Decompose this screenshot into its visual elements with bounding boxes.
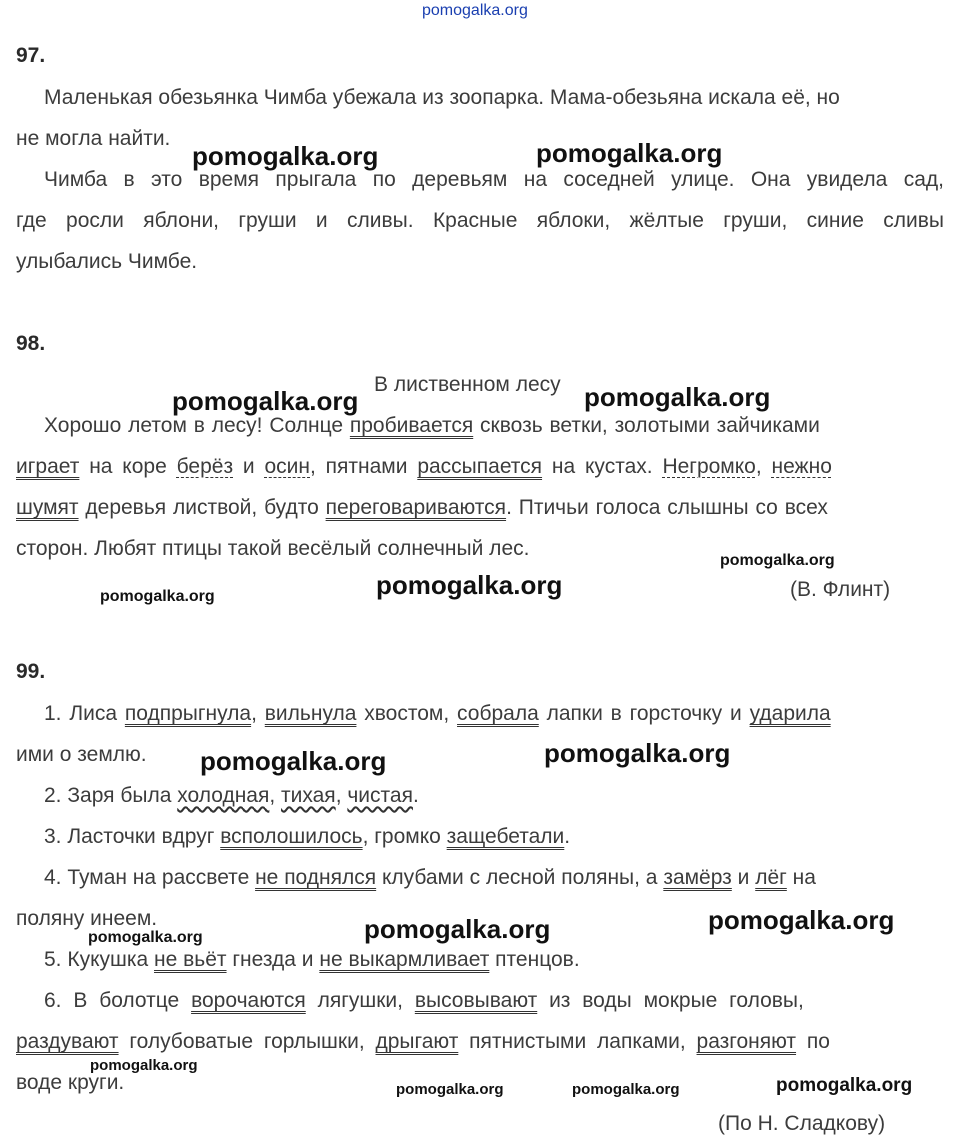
text: и: [233, 455, 265, 478]
text: на коре: [79, 455, 177, 478]
ex97-p1-line1: Маленькая обезьянка Чимба убежала из зоопарка. Мама-обезьяна искала её, но: [44, 86, 840, 109]
watermark: pomogalka.org: [376, 570, 563, 600]
word: где: [16, 209, 47, 232]
text: 3. Ласточки вдруг: [44, 825, 221, 848]
watermark: pomogalka.org: [708, 905, 895, 935]
text: клубами с лесной поляны, а: [376, 866, 664, 889]
ex99-s1-line2: ими о землю.: [16, 743, 147, 766]
text: и: [731, 866, 756, 889]
text: из воды мокрые головы,: [537, 989, 804, 1012]
word: Она: [750, 168, 791, 191]
word: прыгала: [275, 168, 357, 191]
predicate: защебетали: [446, 825, 565, 848]
ex98-title: В лиственном лесу: [374, 373, 561, 396]
watermark: pomogalka.org: [536, 138, 723, 168]
predicate: раздувают: [16, 1030, 119, 1053]
ex99-s1-line1: [44, 698, 831, 730]
predicate: всполошилось: [220, 825, 363, 848]
word: яблони,: [143, 209, 220, 232]
word: время: [198, 168, 260, 191]
word: увидела: [806, 168, 888, 191]
exercise-97-number: 97.: [16, 44, 46, 67]
text: 1. Лиса: [44, 702, 125, 725]
text: голубоватые горлышки,: [118, 1030, 376, 1053]
word: груши,: [723, 209, 788, 232]
predicate: рассыпается: [417, 455, 543, 478]
predicate: вильнула: [264, 702, 357, 725]
word: сливы.: [347, 209, 414, 232]
predicate: ударила: [749, 702, 831, 725]
watermark: pomogalka.org: [584, 382, 771, 412]
predicate: не вьёт: [154, 948, 227, 971]
text: . Птичьи голоса слышны со всех: [506, 496, 828, 519]
word: по: [372, 168, 396, 191]
watermark: pomogalka.org: [544, 738, 731, 768]
text: 2. Заря была: [44, 784, 178, 807]
text: 5. Кукушка: [44, 948, 155, 971]
ex99-s6-line2: [16, 1026, 830, 1058]
text: хвостом,: [356, 702, 458, 725]
predicate: ворочаются: [191, 989, 306, 1012]
text: гнезда и: [226, 948, 320, 971]
predicate: собрала: [457, 702, 539, 725]
word: деревьям: [412, 168, 508, 191]
word: росли: [66, 209, 124, 232]
text: на: [786, 866, 816, 889]
ex99-s2: [44, 780, 419, 812]
text: лапки в горсточку и: [538, 702, 750, 725]
predicate: не поднялся: [255, 866, 377, 889]
ex99-s4-line2: поляну инеем.: [16, 907, 158, 930]
word: улице.: [671, 168, 735, 191]
adjective: тихая: [281, 784, 336, 807]
predicate: дрыгают: [375, 1030, 459, 1053]
text: 6. В болотце: [44, 989, 192, 1012]
watermark: pomogalka.org: [572, 1081, 680, 1098]
word: на: [523, 168, 547, 191]
predicate: переговариваются: [325, 496, 507, 519]
text: ,: [269, 784, 282, 807]
exercise-99-number: 99.: [16, 660, 46, 683]
text: ,: [335, 784, 348, 807]
text: , громко: [362, 825, 447, 848]
word: это: [151, 168, 183, 191]
ex97-p2-line1: [44, 164, 944, 196]
text: по: [796, 1030, 830, 1053]
predicate: подпрыгнула: [124, 702, 252, 725]
word: соседней: [563, 168, 655, 191]
ex99-s5: [44, 944, 580, 976]
text: Хорошо летом в лесу! Солнце: [44, 414, 350, 437]
text: лягушки,: [305, 989, 415, 1012]
predicate: высовывают: [414, 989, 538, 1012]
modifier: осин: [264, 455, 310, 478]
watermark: pomogalka.org: [396, 1081, 504, 1098]
adjective: холодная: [177, 784, 270, 807]
predicate: разгоняют: [696, 1030, 797, 1053]
top-watermark: pomogalka.org: [422, 2, 528, 19]
watermark: pomogalka.org: [172, 386, 359, 416]
watermark: pomogalka.org: [192, 141, 379, 171]
ex99-s3: [44, 821, 570, 853]
text: птенцов.: [489, 948, 580, 971]
word: в: [123, 168, 135, 191]
watermark: pomogalka.org: [90, 1057, 198, 1074]
word: сад,: [903, 168, 944, 191]
predicate: пробивается: [349, 414, 474, 437]
word: Красные: [432, 209, 518, 232]
word: Чимба: [44, 168, 108, 191]
ex97-p2-line2: [16, 205, 944, 237]
watermark: pomogalka.org: [364, 914, 551, 944]
ex98-line4: сторон. Любят птицы такой весёлый солнечный лес.: [16, 537, 530, 560]
ex97-p2-line3: улыбались Чимбе.: [16, 250, 198, 273]
ex98-line2: [16, 451, 832, 483]
word: жёлтые: [629, 209, 704, 232]
exercise-98-number: 98.: [16, 332, 46, 355]
text: деревья листвой, будто: [78, 496, 326, 519]
predicate: шумят: [16, 496, 79, 519]
text: пятнистыми лапками,: [458, 1030, 697, 1053]
ex99-author: (По Н. Сладкову): [718, 1112, 886, 1135]
text: 4. Туман на рассвете: [44, 866, 256, 889]
predicate: замёрз: [663, 866, 732, 889]
predicate: не выкармливает: [319, 948, 490, 971]
text: на кустах.: [542, 455, 663, 478]
word: груши: [238, 209, 297, 232]
word: синие: [806, 209, 864, 232]
ex98-line1: [44, 410, 820, 442]
ex99-s6-line1: [44, 985, 804, 1017]
adjective: чистая: [347, 784, 413, 807]
predicate: лёг: [755, 866, 787, 889]
word: сливы: [883, 209, 944, 232]
word: яблоки,: [536, 209, 611, 232]
text: ,: [251, 702, 265, 725]
predicate: играет: [16, 455, 80, 478]
ex98-line3: [16, 492, 828, 524]
ex97-p1-line2: не могла найти.: [16, 127, 171, 150]
modifier: нежно: [771, 455, 832, 478]
watermark: pomogalka.org: [200, 746, 387, 776]
word: и: [315, 209, 328, 232]
watermark: pomogalka.org: [720, 552, 835, 569]
watermark: pomogalka.org: [776, 1075, 913, 1096]
text: .: [564, 825, 571, 848]
text: , пятнами: [310, 455, 418, 478]
modifier: берёз: [176, 455, 234, 478]
ex98-author: (В. Флинт): [790, 578, 891, 601]
watermark: pomogalka.org: [88, 929, 203, 946]
text: сквозь ветки, золотыми зайчиками: [473, 414, 820, 437]
ex99-s4-line1: [44, 862, 816, 894]
text: .: [412, 784, 419, 807]
watermark: pomogalka.org: [100, 588, 215, 605]
modifier: Негромко: [662, 455, 756, 478]
text: ,: [755, 455, 772, 478]
ex99-s6-line3: воде круги.: [16, 1071, 125, 1094]
